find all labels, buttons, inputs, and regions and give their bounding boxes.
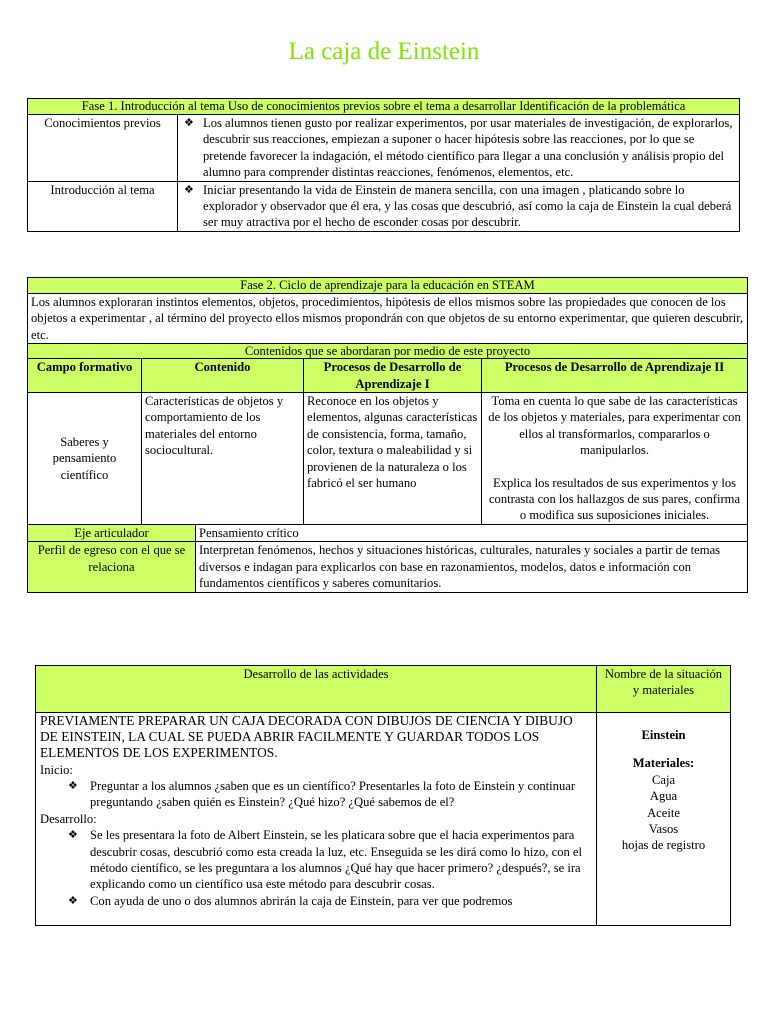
list-item: ❖ Los alumnos tienen gusto por realizar experimentos, por usar materiales de investigación, de explorarlos, descubrir sus reacciones, empiezan a suponer o hacer hipótesis sobre las reacciones, por lo que se pretende favorecer la indagación, el método científico para llegar a una conclusión y análisis propio del alumno para comprender distintas reacciones, fenómenos, elementos, etc.	[181, 115, 736, 181]
situacion-header: Nombre de la situación y materiales	[597, 666, 731, 713]
fase1-table	[27, 98, 740, 232]
materiales-cell	[597, 713, 731, 926]
fase1-row-label: Introducción al tema	[28, 181, 178, 231]
inicio-label: Inicio:	[40, 762, 73, 777]
pda2-text: Explica los resultados de sus experimentos y los contrasta con los hallazgos de sus pares, confirma o modifica sus suposiciones iniciales.	[488, 475, 741, 523]
materiales-label: Materiales:	[632, 756, 695, 771]
list-item: ❖ Se les presentara la foto de Albert Einstein, se les platicara sobre que el hacia experimentos para descubrir cosas, descubrió como esta creada la luz, etc. Enseguida se les dirá como lo hizo, con el método científico, se les preguntara a los alumnos ¿Qué hay que hacer primero? ¿después?, se ira explicando como un científico usa este método para descubrir cosas.	[40, 827, 592, 893]
fase2-table	[27, 277, 748, 593]
column-header: Contenido	[142, 359, 304, 393]
fase1-row-text	[178, 115, 740, 182]
page-title: La caja de Einstein	[288, 38, 480, 65]
list-item: Agua	[649, 789, 678, 804]
pda1-cell: Reconoce en los objetos y elementos, algunas características de consistencia, forma, tamaño, color, textura o maleabilidad y si provienen de la naturaleza o los fabricó el ser humano	[304, 393, 482, 525]
perfil-label: Perfil de egreso con el que se relaciona	[28, 542, 196, 592]
fase2-header: Fase 2. Ciclo de aprendizaje para la educación en STEAM	[28, 278, 748, 294]
contenido-cell: Características de objetos y comportamiento de los materiales del entorno sociocultural.	[142, 393, 304, 525]
eje-label: Eje articulador	[28, 524, 196, 541]
fase1-row-text	[178, 181, 740, 231]
column-header: Campo formativo	[28, 359, 142, 393]
list-item: hojas de registro	[621, 838, 706, 853]
list-item: Caja	[651, 772, 676, 787]
list-item: ❖ Iniciar presentando la vida de Einstein de manera sencilla, con una imagen , platicando sobre lo explorador y observador que él era, y las cosas que descubrió, así como la caja de Einstein la cual deberá ser muy atractiva por el hecho de esconder cosas por descubrir.	[181, 182, 736, 231]
desarrollo-label: Desarrollo:	[40, 811, 97, 826]
list-item: ❖ Preguntar a los alumnos ¿saben que es un científico? Presentarles la foto de Einstein y continuar preguntando ¿saben quién es Einstein? ¿Qué hizo? ¿Qué sabemos de el?	[40, 778, 592, 811]
situacion-name: Einstein	[641, 728, 686, 742]
fase1-row-label: Conocimientos previos	[28, 115, 178, 182]
actividades-table	[35, 665, 731, 926]
campo-formativo: Saberes y pensamiento científico	[28, 393, 142, 525]
pda2-text: Toma en cuenta lo que sabe de las características de los objetos y materiales, para experimentar con ellos al transformarlos, compararlos o manipularlos.	[488, 394, 741, 458]
list-item: Vasos	[648, 822, 679, 837]
list-item: Aceite	[647, 805, 680, 820]
perfil-value: Interpretan fenómenos, hechos y situaciones históricas, culturales, naturales y sociales a partir de temas diversos e indagan para explicarlos con base en razonamientos, modelos, datos e información con fundamentos científicos y saberes comunitarios.	[196, 542, 748, 592]
actividades-header: Desarrollo de las actividades	[36, 666, 597, 713]
column-header: Procesos de Desarrollo de Aprendizaje I	[304, 359, 482, 393]
preparation-text: PREVIAMENTE PREPARAR UN CAJA DECORADA CON DIBUJOS DE CIENCIA Y DIBUJO DE EINSTEIN, LA CUAL SE PUEDA ABRIR FACILMENTE Y GUARDAR TODOS LOS ELEMENTOS DE LOS EXPERIMENTOS.	[40, 713, 573, 761]
pda2-cell	[482, 393, 748, 525]
actividades-body	[36, 713, 597, 926]
fase1-header: Fase 1. Introducción al tema Uso de conocimientos previos sobre el tema a desarrollar Identificación de la problemática	[28, 99, 740, 115]
eje-value: Pensamiento crítico	[196, 524, 748, 541]
contenidos-header: Contenidos que se abordaran por medio de este proyecto	[28, 344, 748, 359]
list-item: ❖ Con ayuda de uno o dos alumnos abrirán la caja de Einstein, para ver que podremos	[40, 893, 592, 909]
fase2-intro: Los alumnos exploraran instintos elementos, objetos, procedimientos, hipótesis de ellos mismos sobre las propiedades que conocen de los objetos a experimentar , al término del proyecto ellos mismos propondrán con que objetos de su entorno experimentar, que quieren descubrir, etc.	[28, 294, 748, 344]
column-header: Procesos de Desarrollo de Aprendizaje II	[482, 359, 748, 393]
